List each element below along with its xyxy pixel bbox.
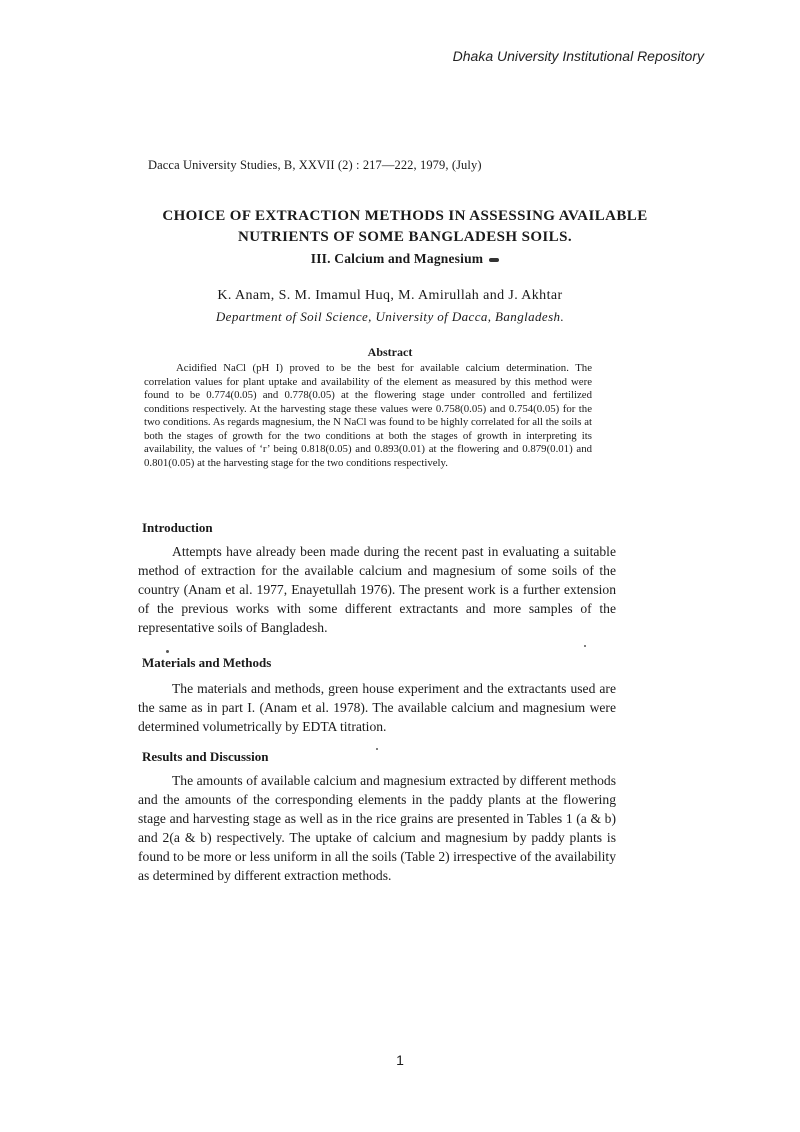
paragraph: The amounts of available calcium and magnesium extracted by different methods and the amounts of the corresponding elements in the paddy plants at the flowering stage and harvesting stage as well as in the rice grains are presented in Tables 1 (a & b) and 2(a & b) respectively. The uptake of calcium and magnesium by paddy plants is found to be more or less uniform in all the soils (Table 2) irrespective of the availability as determined by different extraction methods. (138, 773, 616, 883)
section-heading-results-discussion: Results and Discussion (142, 749, 269, 764)
section-body-results-discussion (138, 771, 616, 885)
repository-header: Dhaka University Institutional Repository (452, 48, 704, 64)
abstract-body (144, 362, 592, 470)
paper-title-line-1: CHOICE OF EXTRACTION METHODS IN ASSESSING AVAILABLE (162, 208, 648, 224)
journal-citation: Dacca University Studies, B, XXVII (2) : 217—222, 1979, (July) (148, 158, 482, 172)
author-affiliation: Department of Soil Science, University of Dacca, Bangladesh. (215, 309, 565, 324)
scan-speck (166, 650, 169, 653)
section-body-introduction (138, 542, 616, 637)
author-list: K. Anam, S. M. Imamul Huq, M. Amirullah and J. Akhtar (217, 288, 563, 303)
scan-speck (376, 748, 378, 750)
paragraph: Attempts have already been made during the recent past in evaluating a suitable method of extraction for the available calcium and magnesium of some soils of the country (Anam et al. 1977, Enayetullah 1976). The present work is a further extension of the previous works with some different extractants and more samples of the representative soils of Bangladesh. (138, 544, 616, 635)
paragraph: The materials and methods, green house experiment and the extractants used are the same as in part I. (Anam et al. 1978). The available calcium and magnesium were determined volumetrically by EDTA titration. (138, 681, 616, 734)
abstract-heading: Abstract (367, 345, 413, 359)
abstract-text: Acidified NaCl (pH I) proved to be the best for available calcium determination. The correlation values for plant uptake and availability of the element as measured by this method were found to be 0.774(0.05) and 0.778(0.05) at the flowering stage under controlled and fertilized conditions respectively. At the harvesting stage these values were 0.758(0.05) and 0.754(0.05) for the two conditions. As regards magnesium, the N NaCl was found to be highly correlated for all the soils at both the stages of growth for the two conditions at both the stages of growth in interpreting its availability, the values of ‘r’ being 0.818(0.05) and 0.893(0.01) at the flowering and 0.879(0.01) and 0.801(0.05) at the harvesting stage for the two conditions respectively. (144, 362, 592, 469)
footnote-mark (489, 258, 499, 262)
section-body-materials-methods (138, 679, 616, 736)
page-number: 1 (396, 1052, 404, 1068)
paper-title-line-2: NUTRIENTS OF SOME BANGLADESH SOILS. (238, 229, 572, 245)
scan-speck (584, 645, 586, 647)
section-heading-introduction: Introduction (142, 520, 213, 535)
paper-subtitle-text: III. Calcium and Magnesium (310, 251, 484, 266)
section-heading-materials-methods: Materials and Methods (142, 655, 272, 670)
paper-subtitle (100, 251, 710, 267)
